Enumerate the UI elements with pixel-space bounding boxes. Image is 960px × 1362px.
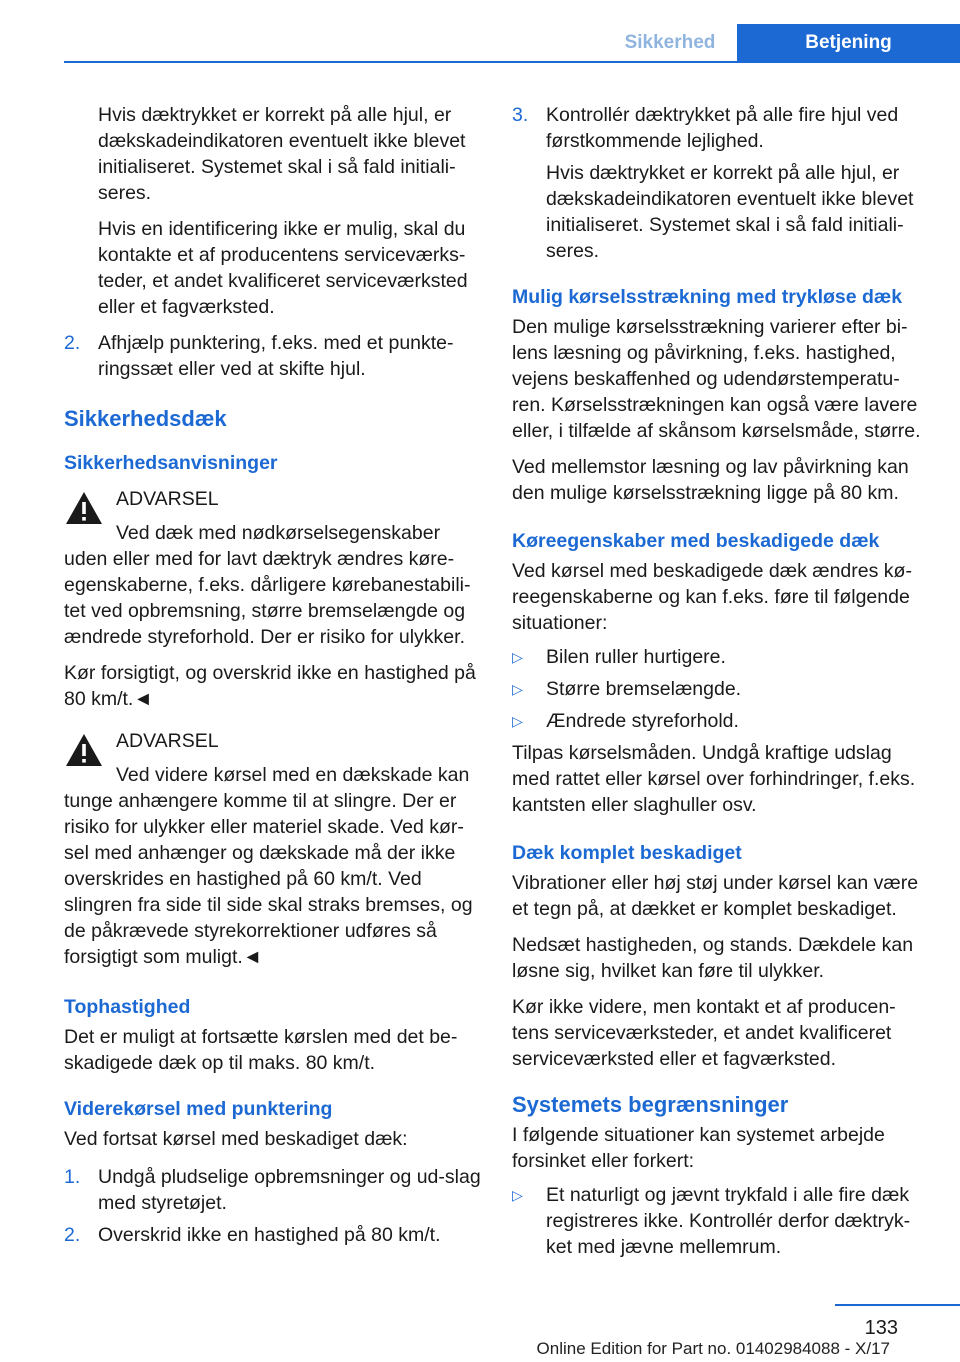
edition-note: Online Edition for Part no. 01402984088 - X/17 [536,1339,890,1358]
paragraph: Vibrationer eller høj støj under kørsel kan være et tegn på, at dækket er komplet beskadiget. [512,872,919,920]
paragraph: Nedsæt hastigheden, og stands. Dækdele kan løsne sig, hvilket kan føre til ulykker. [512,934,914,982]
bullet-icon: ▷ [512,681,523,697]
warning-text: tunge anhængere komme til at slingre. Der er risiko for ulykker eller materiel skade. Ved kør‐sel med anhænger og dækskade må der ikke overskrides en hastighed på 60 km/t. Ved slingren fra side til side skal straks bremses, og de påkrævede styrekorrektioner udføres så forsigtigt som muligt.◄ [64,790,473,968]
header-rule [64,61,960,63]
warning-triangle-icon [64,732,104,768]
warning-block [64,486,482,650]
list-number: 2. [64,1224,81,1246]
paragraph: Hvis en identificering ikke er mulig, skal du kontakte et af producentens serviceværks‐teder, et andet kvalificeret serviceværksted eller et fagværksted. [98,218,468,318]
subsection-heading: Sikkerhedsanvisninger [64,452,278,474]
section-heading: Sikkerhedsdæk [64,406,227,431]
bullet-icon: ▷ [512,1187,523,1203]
warning-title: ADVARSEL [116,730,219,752]
subsection-heading: Tophastighed [64,996,191,1018]
paragraph: Ved kørsel med beskadigede dæk ændres kø‐reegenskaberne og kan f.eks. føre til følgende situationer: [512,560,912,634]
section-heading: Systemets begrænsninger [512,1092,789,1117]
list-number: 3. [512,104,529,126]
paragraph: Hvis dæktrykket er korrekt på alle hjul, er dækskadeindikatoren eventuelt ikke blevet initialiseret. Systemet skal i så fald initiali‐seres. [98,104,466,204]
list-item [512,708,928,734]
tab-sikkerhed[interactable]: Sikkerhed [624,32,716,53]
paragraph: Den mulige kørselsstrækning varierer efter bi‐lens læsning og påvirkning, f.eks. hastighed, vejens beskaffenhed og udendørstemperatu‐ren. Kørselsstrækningen kan også være lavere eller, i tilfælde af skånsom kørselsmåde, større. [512,316,921,442]
right-column [512,102,928,1266]
paragraph: Kør forsigtigt, og overskrid ikke en hastighed på 80 km/t.◄ [64,662,476,710]
list-text: Et naturligt og jævnt trykfald i alle fire dæk registreres ikke. Kontrollér derfor dæktryk‐ket med jævne mellemrum. [546,1184,911,1258]
list-text: Kontrollér dæktrykket på alle fire hjul ved førstkommende lejlighed. [546,104,899,152]
warning-text: Ved dæk med nødkørselsegenskaber [116,522,441,544]
list-text: Undgå pludselige opbremsninger og ud‐slag med styretøjet. [98,1166,481,1214]
paragraph: Ved fortsat kørsel med beskadiget dæk: [64,1128,408,1150]
paragraph: Det er muligt at fortsætte kørslen med det be‐skadigede dæk op til maks. 80 km/t. [64,1026,458,1074]
paragraph: I følgende situationer kan systemet arbejde forsinket eller forkert: [512,1124,885,1172]
left-column [64,102,482,1254]
list-text: Bilen ruller hurtigere. [546,646,726,668]
warning-text: uden eller med for lavt dæktryk ændres køre‐egenskaberne, f.eks. dårligere kørebanestabili‐tet ved opbremsning, større bremselængde og ændrede styreforhold. Der er risiko for ulykker. [64,548,471,648]
list-item [512,676,928,702]
list-item [64,1164,482,1216]
bullet-icon: ▷ [512,713,523,729]
list-item [512,644,928,670]
list-text: Overskrid ikke en hastighed på 80 km/t. [98,1224,441,1246]
subsection-heading: Mulig kørselsstrækning med trykløse dæk [512,286,903,308]
tab-betjening[interactable]: Betjening [737,24,960,62]
list-text: Ændrede styreforhold. [546,710,739,732]
subsection-heading: Køreegenskaber med beskadigede dæk [512,530,880,552]
page-number: 133 [864,1317,898,1339]
subsection-heading: Dæk komplet beskadiget [512,842,742,864]
paragraph: Ved mellemstor læsning og lav påvirkning kan den mulige kørselsstrækning ligge på 80 km. [512,456,909,504]
list-text: Hvis dæktrykket er korrekt på alle hjul, er dækskadeindikatoren eventuelt ikke blevet initialiseret. Systemet skal i så fald initiali‐seres. [546,162,914,262]
warning-triangle-icon [64,490,104,526]
list-number: 2. [64,332,81,354]
footer-rule [835,1304,960,1306]
list-item [512,102,928,264]
paragraph: Kør ikke videre, men kontakt et af producen‐tens serviceværksteder, et andet kvalificeret serviceværksted eller et fagværksted. [512,996,896,1070]
list-text: Større bremselængde. [546,678,742,700]
list-item [64,1222,482,1248]
list-item [512,1182,928,1260]
bullet-icon: ▷ [512,649,523,665]
paragraph: Tilpas kørselsmåden. Undgå kraftige udslag med rattet eller kørsel over forhindringer, f.eks. kantsten eller slaghuller osv. [512,742,916,816]
list-item [64,330,482,382]
warning-block [64,728,482,970]
subsection-heading: Viderekørsel med punktering [64,1098,333,1120]
list-text: Afhjælp punktering, f.eks. med et punkte‐ringssæt eller ved at skifte hjul. [98,332,454,380]
warning-text: Ved videre kørsel med en dækskade kan [116,764,470,786]
warning-title: ADVARSEL [116,488,219,510]
list-number: 1. [64,1166,81,1188]
